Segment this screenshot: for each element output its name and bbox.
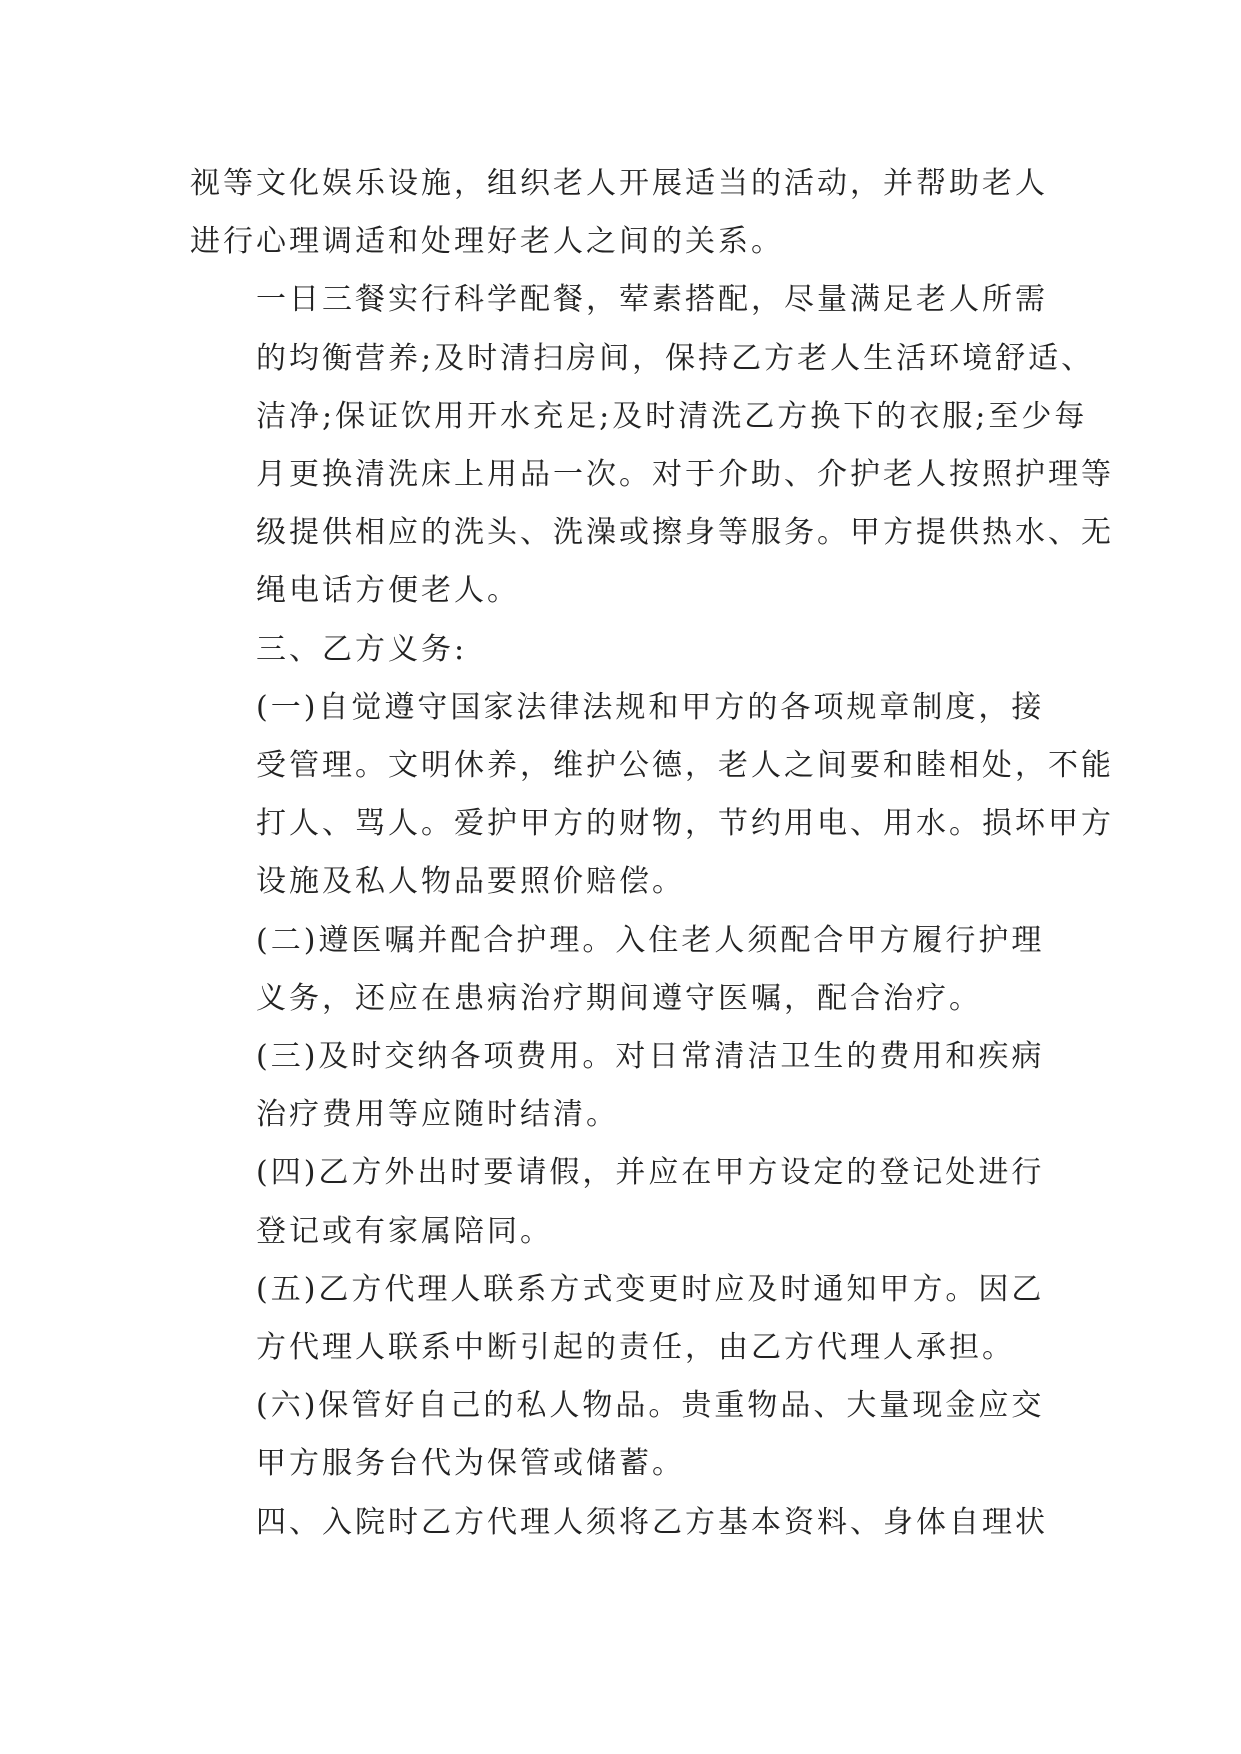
text-line: 受管理。文明休养，维护公德，老人之间要和睦相处，不能 (256, 748, 1114, 784)
text-line: 甲方服务台代为保管或储蓄。 (256, 1446, 685, 1482)
text-line: 绳电话方便老人。 (256, 573, 520, 609)
text-line: (四)乙方外出时要请假，并应在甲方设定的登记处进行 (256, 1155, 1045, 1191)
text-line: 一日三餐实行科学配餐，荤素搭配，尽量满足老人所需 (256, 282, 1048, 318)
text-line: (二)遵医嘱并配合护理。入住老人须配合甲方履行护理 (256, 922, 1045, 958)
section-heading-party-b-obligations (190, 621, 1052, 679)
text-line: 义务，还应在患病治疗期间遵守医嘱，配合治疗。 (256, 980, 982, 1016)
text-line: 四、入院时乙方代理人须将乙方基本资料、身体自理状 (256, 1504, 1048, 1540)
text-line: 的均衡营养;及时清扫房间，保持乙方老人生活环境舒适、 (256, 340, 1095, 376)
text-line: (六)保管好自己的私人物品。贵重物品、大量现金应交 (256, 1388, 1045, 1424)
text-line: 打人、骂人。爱护甲方的财物，节约用电、用水。损坏甲方 (256, 806, 1114, 842)
text-line: 进行心理调适和处理好老人之间的关系。 (190, 224, 784, 260)
document-page (190, 155, 1114, 1552)
text-line: 月更换清洗床上用品一次。对于介助、介护老人按照护理等 (256, 457, 1114, 493)
clause-2 (190, 912, 1052, 1028)
paragraph-meals-and-cleaning (190, 271, 1114, 620)
paragraph-facilities-continued (190, 155, 1052, 271)
text-line: 治疗费用等应随时结清。 (256, 1097, 619, 1133)
clause-5 (190, 1261, 1052, 1377)
text-line: 登记或有家属陪同。 (256, 1213, 553, 1249)
text-line: 视等文化娱乐设施，组织老人开展适当的活动，并帮助老人 (190, 166, 1048, 201)
text-line: 洁净;保证饮用开水充足;及时清洗乙方换下的衣服;至少每 (256, 398, 1088, 434)
clause-1 (190, 679, 1114, 912)
text-line: 设施及私人物品要照价赔偿。 (256, 864, 685, 900)
text-line: 方代理人联系中断引起的责任，由乙方代理人承担。 (256, 1330, 1015, 1366)
text-line: (一)自觉遵守国家法律法规和甲方的各项规章制度，接 (256, 689, 1045, 725)
section-four-start (190, 1494, 1052, 1552)
clause-3 (190, 1028, 1052, 1144)
text-line: 级提供相应的洗头、洗澡或擦身等服务。甲方提供热水、无 (256, 515, 1114, 551)
clause-6 (190, 1377, 1052, 1493)
section-heading: 三、乙方义务: (256, 631, 468, 667)
clause-4 (190, 1144, 1052, 1260)
text-line: (三)及时交纳各项费用。对日常清洁卫生的费用和疾病 (256, 1039, 1045, 1075)
text-line: (五)乙方代理人联系方式变更时应及时通知甲方。因乙 (256, 1271, 1045, 1307)
